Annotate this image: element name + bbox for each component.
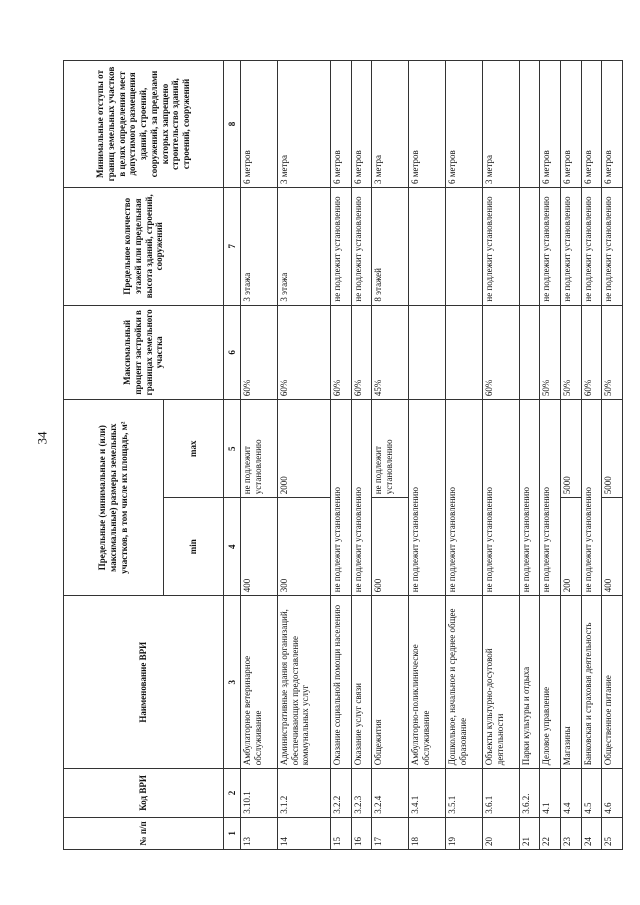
row-number: 22 (540, 817, 561, 849)
row-number: 24 (581, 817, 602, 849)
table-row (372, 61, 409, 850)
row-code: 4.1 (540, 769, 561, 817)
row-max-percent (409, 305, 446, 400)
row-name: Оказание социальной помощи населению (330, 596, 351, 769)
col-number: 1 (224, 817, 241, 849)
row-floors: не подлежит установлению (581, 187, 602, 305)
row-max-percent: 60% (581, 305, 602, 400)
table-body (241, 61, 623, 850)
row-code: 3.1.2 (277, 769, 330, 817)
row-max-percent: 50% (560, 305, 581, 400)
row-floors: 8 этажей (372, 187, 409, 305)
row-code: 3.4.1 (409, 769, 446, 817)
row-code: 4.6 (602, 769, 623, 817)
column-number-row (224, 61, 241, 850)
row-setback: 3 метра (482, 61, 519, 188)
header-code: Код ВРИ (64, 769, 224, 817)
row-setback: 6 метров (560, 61, 581, 188)
row-setback: 6 метров (445, 61, 482, 188)
row-code: 4.4 (560, 769, 581, 817)
row-area-min: 300 (277, 498, 330, 596)
row-number: 16 (351, 817, 372, 849)
row-setback: 6 метров (581, 61, 602, 188)
col-number: 5 (224, 400, 241, 498)
row-area-min: 400 (602, 498, 623, 596)
row-max-percent: 60% (482, 305, 519, 400)
row-max-percent: 50% (540, 305, 561, 400)
row-floors: не подлежит установлению (351, 187, 372, 305)
row-name: Оказание услуг связи (351, 596, 372, 769)
row-area-merged: не подлежит установлению (540, 400, 561, 596)
row-setback: 3 метра (277, 61, 330, 188)
header-setbacks: Минимальные отступы от границ земельных участков в целях определения мест допустимого размещения зданий, строений, сооружений, за пределами которых запрещено строительство зданий, строений, сооружений (64, 61, 224, 188)
row-area-min: 600 (372, 498, 409, 596)
header-area-group: Предельные (минимальные и (или) максимальные) размеры земельных участков, в том числе их площадь, м² (64, 400, 164, 596)
row-area-min: 200 (560, 498, 581, 596)
row-area-min: 400 (241, 498, 278, 596)
row-code: 3.10.1 (241, 769, 278, 817)
row-area-merged: не подлежит установлению (409, 400, 446, 596)
row-code: 3.2.4 (372, 769, 409, 817)
row-setback: 6 метров (330, 61, 351, 188)
row-number: 25 (602, 817, 623, 849)
header-num: № п/п (64, 817, 224, 849)
row-name: Общественное питание (602, 596, 623, 769)
row-setback: 6 метров (602, 61, 623, 188)
row-code: 3.6.2. (519, 769, 540, 817)
row-number: 18 (409, 817, 446, 849)
row-area-merged: не подлежит установлению (330, 400, 351, 596)
row-area-merged: не подлежит установлению (482, 400, 519, 596)
row-number: 14 (277, 817, 330, 849)
col-number: 4 (224, 498, 241, 596)
header-max-percent: Максимальный процент застройки в границах земельного участка (64, 305, 224, 400)
row-floors (519, 187, 540, 305)
row-number: 17 (372, 817, 409, 849)
row-max-percent: 60% (277, 305, 330, 400)
row-floors (409, 187, 446, 305)
header-area-max: max (164, 400, 224, 498)
row-max-percent (519, 305, 540, 400)
table-row (560, 61, 581, 850)
row-setback: 6 метров (409, 61, 446, 188)
row-code: 3.2.3 (351, 769, 372, 817)
row-number: 19 (445, 817, 482, 849)
row-floors: не подлежит установлению (482, 187, 519, 305)
page-number: 34 (34, 431, 50, 445)
row-setback: 3 метра (372, 61, 409, 188)
row-name: Дошкольное, начальное и среднее общее образование (445, 596, 482, 769)
table-row (277, 61, 330, 850)
table-row (581, 61, 602, 850)
row-number: 20 (482, 817, 519, 849)
table-row (482, 61, 519, 850)
table-row (241, 61, 278, 850)
row-floors: не подлежит установлению (602, 187, 623, 305)
row-max-percent: 45% (372, 305, 409, 400)
row-name: Банковская и страховая деятельность (581, 596, 602, 769)
header-floors: Предельное количество этажей или предельная высота зданий, строений, сооружений (64, 187, 224, 305)
row-name: Амбулаторно-поликлиническое обслуживание (409, 596, 446, 769)
table-row (540, 61, 561, 850)
row-max-percent: 50% (602, 305, 623, 400)
col-number: 6 (224, 305, 241, 400)
row-area-max: не подлежит установлению (241, 400, 278, 498)
row-area-max: 2000 (277, 400, 330, 498)
col-number: 2 (224, 769, 241, 817)
row-area-merged: не подлежит установлению (445, 400, 482, 596)
row-code: 3.2.2 (330, 769, 351, 817)
row-area-merged: не подлежит установлению (519, 400, 540, 596)
row-name: Магазины (560, 596, 581, 769)
row-code: 4.5 (581, 769, 602, 817)
col-number: 7 (224, 187, 241, 305)
row-number: 23 (560, 817, 581, 849)
row-name: Деловое управление (540, 596, 561, 769)
row-number: 13 (241, 817, 278, 849)
row-name: Амбулаторное ветеринарное обслуживание (241, 596, 278, 769)
row-floors: не подлежит установлению (540, 187, 561, 305)
row-floors: 3 этажа (277, 187, 330, 305)
row-setback: 6 метров (540, 61, 561, 188)
table-row (445, 61, 482, 850)
table-row (330, 61, 351, 850)
row-max-percent: 60% (351, 305, 372, 400)
row-code: 3.5.1 (445, 769, 482, 817)
row-max-percent: 60% (241, 305, 278, 400)
row-name: Административные здания организаций, обеспечивающих предоставление коммунальных услуг (277, 596, 330, 769)
row-floors: 3 этажа (241, 187, 278, 305)
table-row (351, 61, 372, 850)
row-area-merged: не подлежит установлению (581, 400, 602, 596)
rotated-table-wrapper (63, 60, 623, 850)
row-area-max: не подлежит установлению (372, 400, 409, 498)
table-row (602, 61, 623, 850)
row-name: Парки культуры и отдыха (519, 596, 540, 769)
row-max-percent: 60% (330, 305, 351, 400)
row-code: 3.6.1 (482, 769, 519, 817)
row-max-percent (445, 305, 482, 400)
row-floors (445, 187, 482, 305)
row-name: Объекты культурно-досуговой деятельности (482, 596, 519, 769)
table-row (519, 61, 540, 850)
col-number: 8 (224, 61, 241, 188)
row-area-merged: не подлежит установлению (351, 400, 372, 596)
row-setback (519, 61, 540, 188)
row-area-max: 5000 (602, 400, 623, 498)
header-area-min: min (164, 498, 224, 596)
table-row (409, 61, 446, 850)
col-number: 3 (224, 596, 241, 769)
zoning-table (63, 60, 623, 850)
row-floors: не подлежит установлению (330, 187, 351, 305)
row-number: 15 (330, 817, 351, 849)
row-setback: 6 метров (351, 61, 372, 188)
row-floors: не подлежит установлению (560, 187, 581, 305)
row-setback: 6 метров (241, 61, 278, 188)
row-area-max: 5000 (560, 400, 581, 498)
row-name: Общежития (372, 596, 409, 769)
row-number: 21 (519, 817, 540, 849)
header-name: Наименование ВРИ (64, 596, 224, 769)
